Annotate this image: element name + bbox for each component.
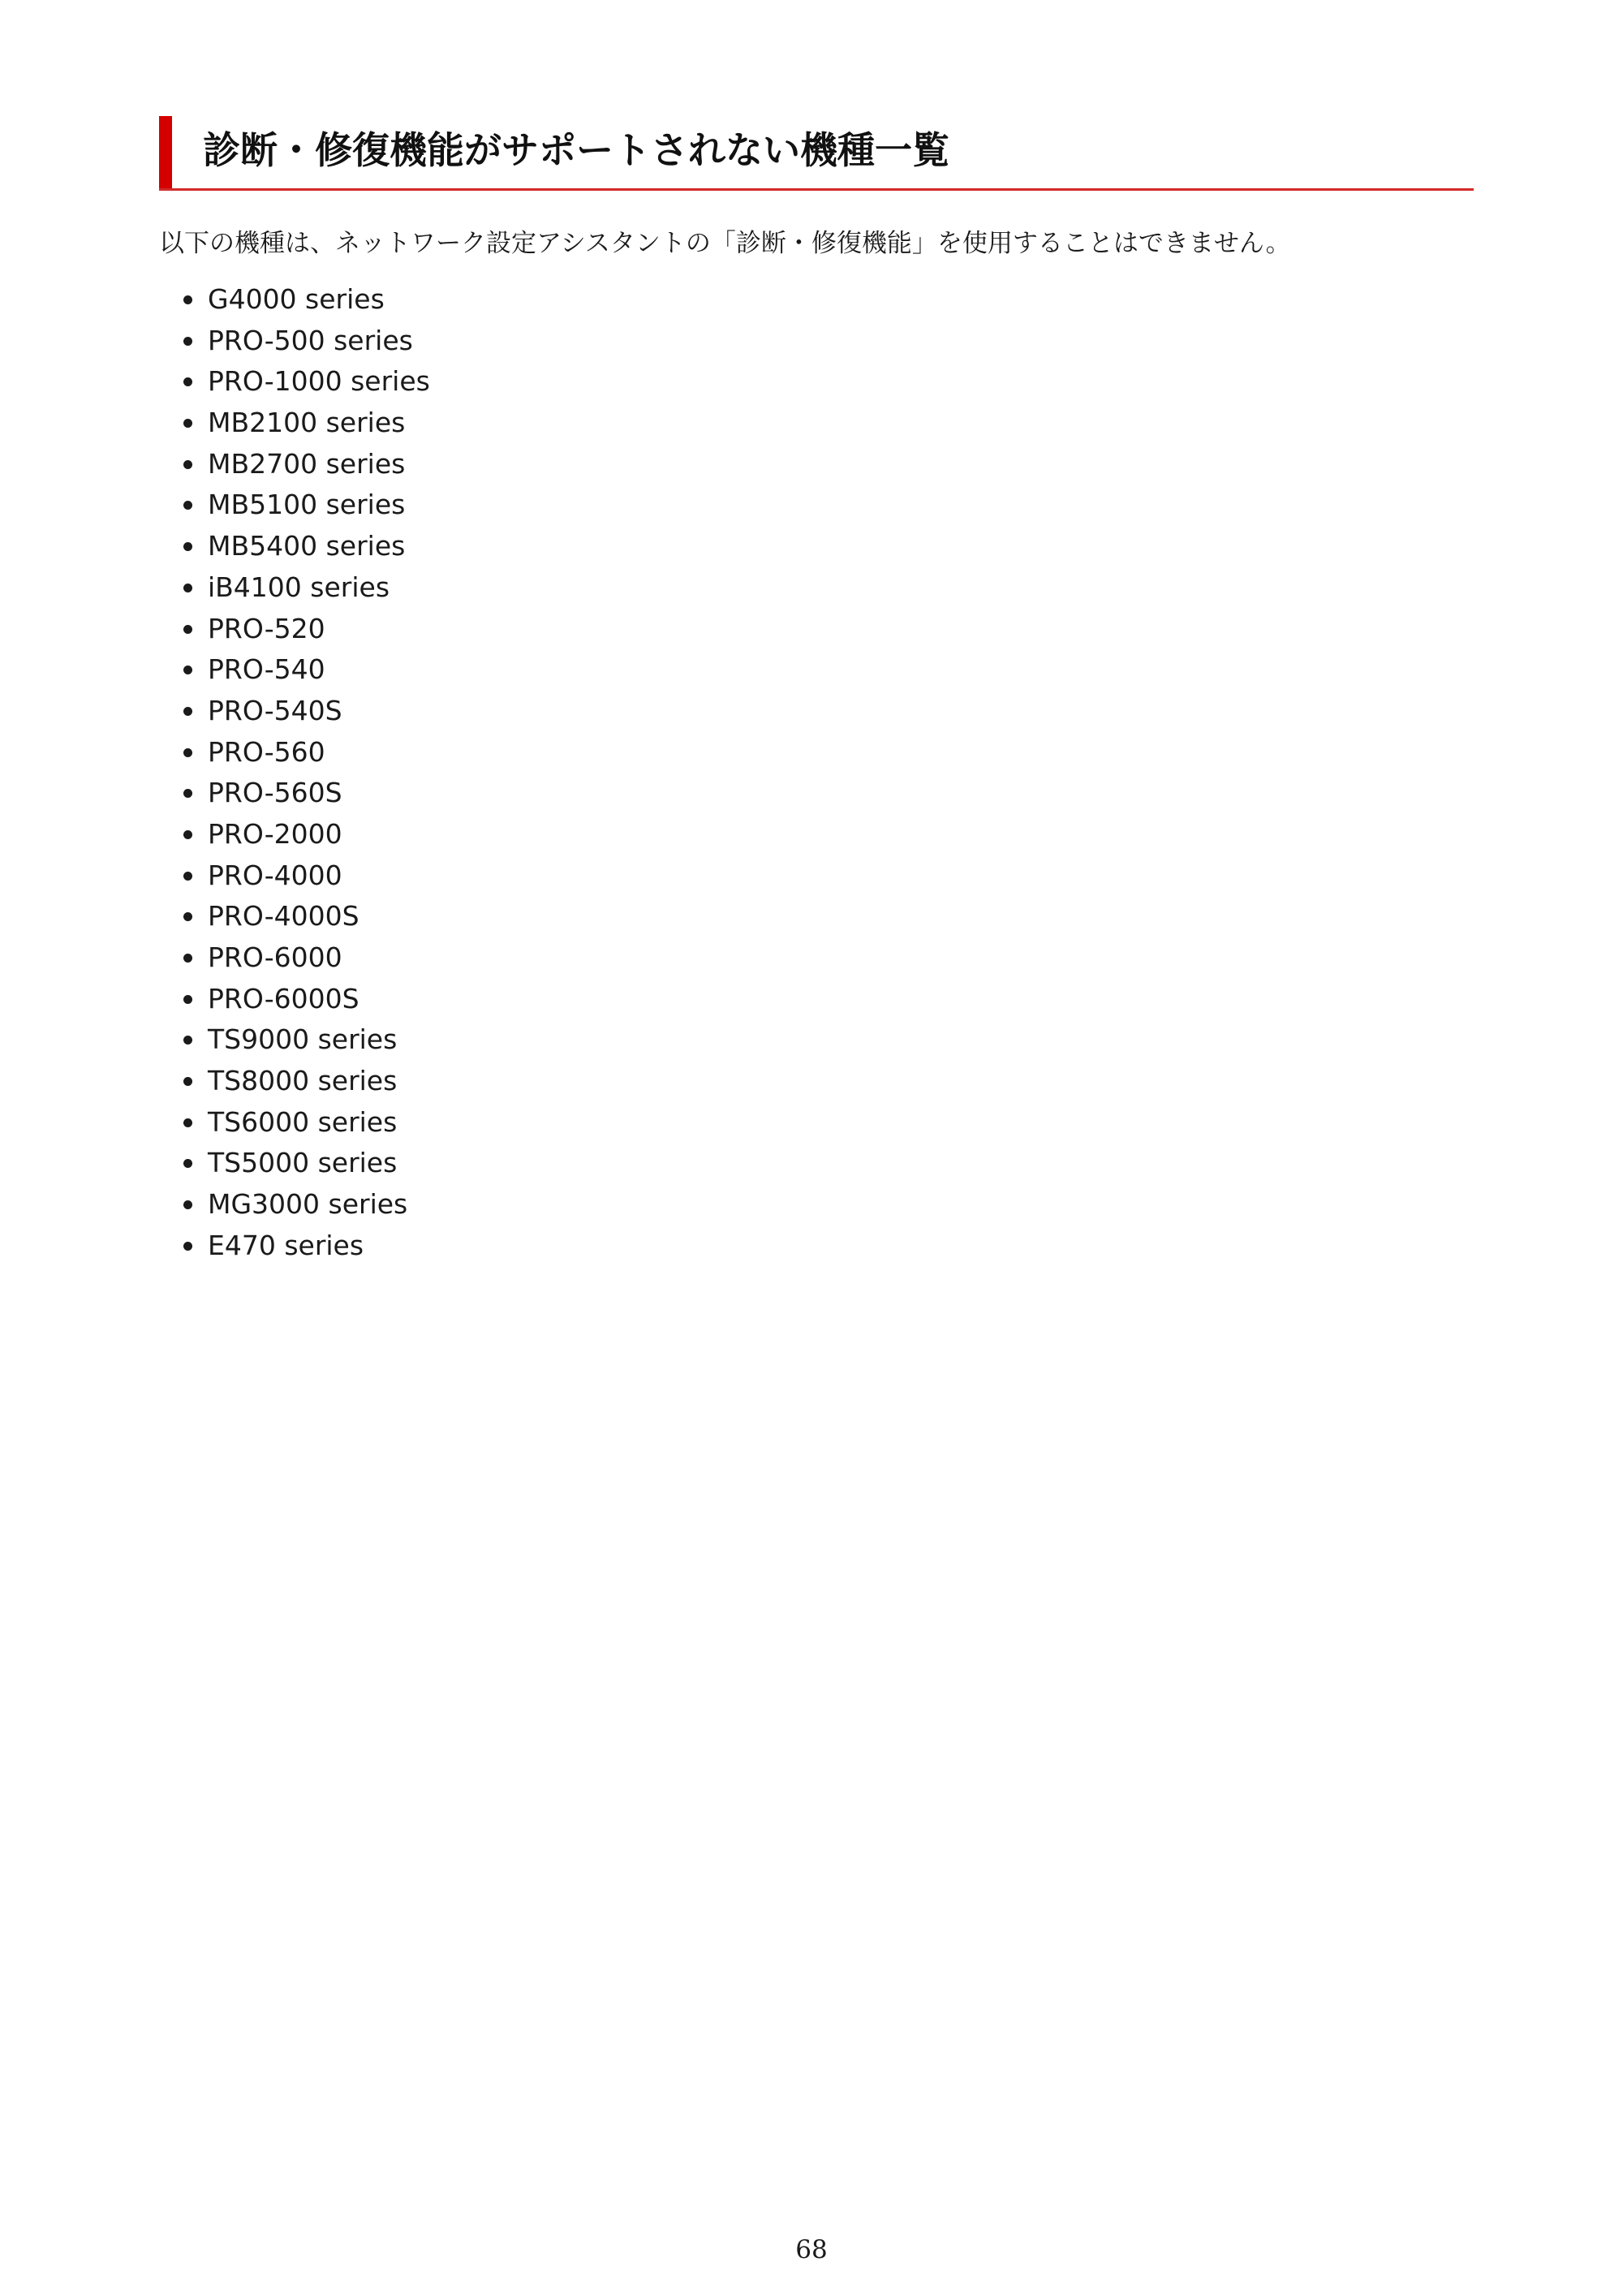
list-item xyxy=(183,1226,430,1267)
list-item xyxy=(183,279,430,321)
model-name: PRO-6000 xyxy=(208,941,342,973)
list-item xyxy=(183,896,430,937)
list-item xyxy=(183,732,430,773)
list-item xyxy=(183,444,430,485)
list-item xyxy=(183,691,430,732)
list-item xyxy=(183,855,430,897)
model-name: PRO-4000S xyxy=(208,900,359,933)
model-name: MB2700 series xyxy=(208,447,406,480)
model-name: PRO-6000S xyxy=(208,982,359,1014)
bullet-icon xyxy=(183,295,192,304)
model-name: G4000 series xyxy=(208,283,385,315)
page-number: 68 xyxy=(795,2235,828,2264)
list-item xyxy=(183,773,430,814)
bullet-icon xyxy=(183,625,192,634)
model-name: PRO-560 xyxy=(208,735,325,768)
bullet-icon xyxy=(183,1118,192,1127)
heading-accent-bar xyxy=(159,116,172,188)
list-item xyxy=(183,567,430,609)
bullet-icon xyxy=(183,542,192,551)
list-item xyxy=(183,321,430,362)
bullet-icon xyxy=(183,1077,192,1086)
bullet-icon xyxy=(183,995,192,1004)
bullet-icon xyxy=(183,1036,192,1045)
list-item xyxy=(183,814,430,855)
model-name: PRO-4000 xyxy=(208,859,342,891)
bullet-icon xyxy=(183,912,192,921)
list-item xyxy=(183,485,430,526)
model-name: TS9000 series xyxy=(208,1023,398,1056)
bullet-icon xyxy=(183,954,192,963)
model-name: PRO-540 xyxy=(208,653,325,686)
list-item xyxy=(183,937,430,979)
list-item xyxy=(183,1102,430,1144)
bullet-icon xyxy=(183,830,192,839)
bullet-icon xyxy=(183,460,192,469)
model-name: iB4100 series xyxy=(208,571,390,603)
bullet-icon xyxy=(183,337,192,346)
list-item xyxy=(183,1019,430,1061)
bullet-icon xyxy=(183,419,192,428)
bullet-icon xyxy=(183,1159,192,1168)
list-item xyxy=(183,1143,430,1184)
model-name: PRO-540S xyxy=(208,694,342,726)
list-item xyxy=(183,1061,430,1102)
bullet-icon xyxy=(183,1242,192,1251)
page-heading xyxy=(159,116,1474,191)
list-item xyxy=(183,609,430,650)
bullet-icon xyxy=(183,584,192,592)
page-title: 診断・修復機能がサポートされない機種一覧 xyxy=(203,128,949,172)
bullet-icon xyxy=(183,1200,192,1209)
unsupported-models-list xyxy=(183,279,430,1267)
bullet-icon xyxy=(183,748,192,757)
bullet-icon xyxy=(183,789,192,798)
bullet-icon xyxy=(183,501,192,510)
list-item xyxy=(183,526,430,567)
intro-paragraph: 以下の機種は、ネットワーク設定アシスタントの「診断・修復機能」を使用することはできません。 xyxy=(159,229,1291,258)
list-item xyxy=(183,1184,430,1226)
model-name: PRO-560S xyxy=(208,777,342,809)
model-name: TS6000 series xyxy=(208,1105,398,1138)
list-item xyxy=(183,649,430,691)
bullet-icon xyxy=(183,377,192,386)
bullet-icon xyxy=(183,872,192,881)
bullet-icon xyxy=(183,666,192,674)
model-name: MB2100 series xyxy=(208,407,406,439)
model-name: PRO-520 xyxy=(208,612,325,644)
model-name: TS5000 series xyxy=(208,1147,398,1179)
model-name: PRO-2000 xyxy=(208,817,342,850)
model-name: MB5100 series xyxy=(208,489,406,521)
model-name: PRO-500 series xyxy=(208,324,413,356)
bullet-icon xyxy=(183,707,192,716)
model-name: TS8000 series xyxy=(208,1065,398,1097)
list-item xyxy=(183,361,430,403)
model-name: PRO-1000 series xyxy=(208,365,430,398)
model-name: MB5400 series xyxy=(208,530,406,562)
list-item xyxy=(183,403,430,444)
list-item xyxy=(183,979,430,1020)
model-name: E470 series xyxy=(208,1229,364,1261)
model-name: MG3000 series xyxy=(208,1188,408,1221)
